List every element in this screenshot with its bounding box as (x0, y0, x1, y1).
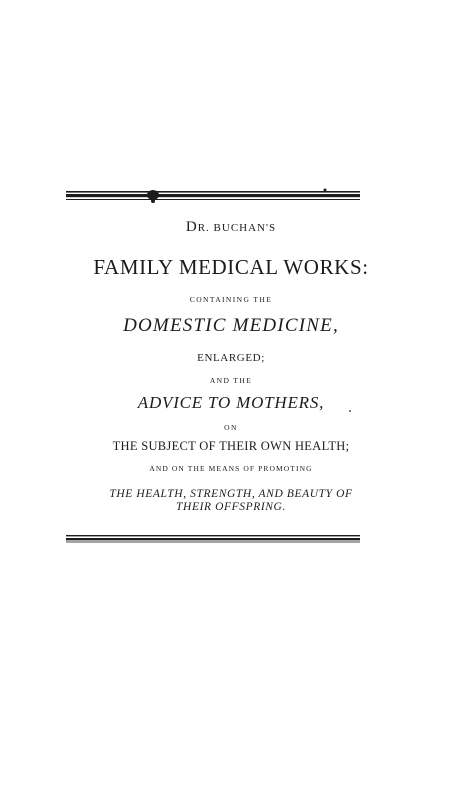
offspring-line-1: THE HEALTH, STRENGTH, AND BEAUTY OF (109, 488, 353, 500)
offspring-line-2: THEIR OFFSPRING. (176, 501, 286, 513)
work-title-advice-to-mothers: ADVICE TO MOTHERS, (137, 393, 325, 412)
author-name: R. BUCHAN'S (197, 222, 277, 234)
top-ornamental-rule (66, 188, 360, 204)
author-initial: D (185, 219, 198, 235)
enlarged-note: ENLARGED; (197, 352, 265, 364)
work-title-domestic-medicine: DOMESTIC MEDICINE, (123, 315, 339, 336)
means-line: AND ON THE MEANS OF PROMOTING (149, 464, 313, 473)
main-title: FAMILY MEDICAL WORKS: (93, 255, 369, 279)
subject-line: THE SUBJECT OF THEIR OWN HEALTH; (112, 439, 350, 453)
author-line (0, 220, 462, 235)
on-label: ON (224, 423, 238, 432)
bottom-double-rule (66, 534, 360, 544)
ink-speck (349, 410, 351, 412)
containing-label: CONTAINING THE (189, 295, 273, 304)
and-the-label: AND THE (209, 376, 253, 385)
